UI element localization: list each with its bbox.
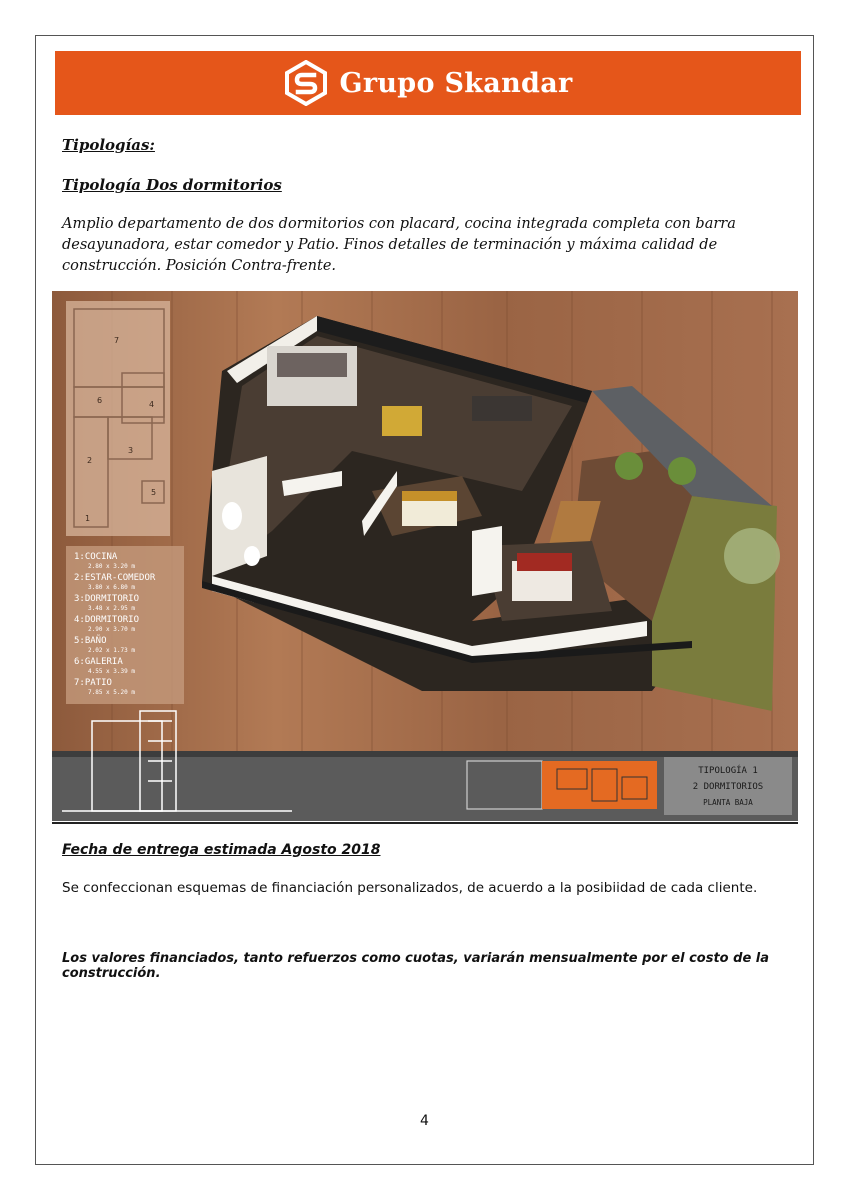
tipologia-label [693,764,763,807]
tipologia-line: 2 DORMITORIOS [692,782,764,792]
legend-name: 3:DORMITORIO [74,594,140,604]
legend-dims: 2.90 x 3.70 m [88,626,135,633]
legend-dims: 3.80 x 6.80 m [88,584,135,591]
brand-name: Grupo Skandar [339,67,573,99]
legend-name: 6:GALERIA [74,657,123,667]
page-number: 4 [420,1113,429,1129]
legend-name: 4:DORMITORIO [74,615,140,625]
legend-dims: 2.80 x 3.20 m [88,563,135,570]
legend-dims: 3.48 x 2.95 m [88,605,135,612]
plan-number: 5 [151,488,157,497]
plan-number: 2 [87,456,93,465]
legend-dims: 2.02 x 1.73 m [88,647,135,654]
plan-number: 4 [149,400,155,409]
values-notice: Los valores financiados, tanto refuerzos como cuotas, variarán mensualmente por el costo de la construcción. [62,951,770,981]
legend-name: 5:BAÑO [74,636,107,646]
plan-number: 6 [97,396,103,405]
legend-dims: 7.85 x 5.20 m [88,689,135,696]
plan-number: 3 [128,446,134,455]
legend-name: 2:ESTAR-COMEDOR [74,573,156,583]
tipologia-line: TIPOLOGÍA 1 [698,766,758,776]
legend-name: 1:COCINA [74,552,118,562]
financing-text: Se confeccionan esquemas de financiación personalizados, de acuerdo a la posibiidad de cada cliente. [62,880,758,896]
delivery-date: Fecha de entrega estimada Agosto 2018 [62,842,381,858]
section-title: Tipologías: [62,136,155,154]
plan-number: 1 [85,514,91,523]
plan-number: 7 [114,336,120,345]
header-banner [55,51,801,115]
section-subtitle: Tipología Dos dormitorios [62,176,282,194]
render-divider [52,822,798,824]
description-paragraph: Amplio departamento de dos dormitorios con placard, cocina integrada completa con barra desayunadora, estar comedor y Patio. Finos detalles de terminación y máxima calidad de construcción. Posición Contra-frente. [62,216,736,274]
room-legend [74,552,156,696]
tipologia-line: PLANTA BAJA [703,798,753,807]
legend-dims: 4.55 x 3.39 m [88,668,135,675]
legend-name: 7:PATIO [74,678,112,688]
floor-plan-render [52,291,798,821]
hexagon-s-logo-icon [283,60,329,106]
